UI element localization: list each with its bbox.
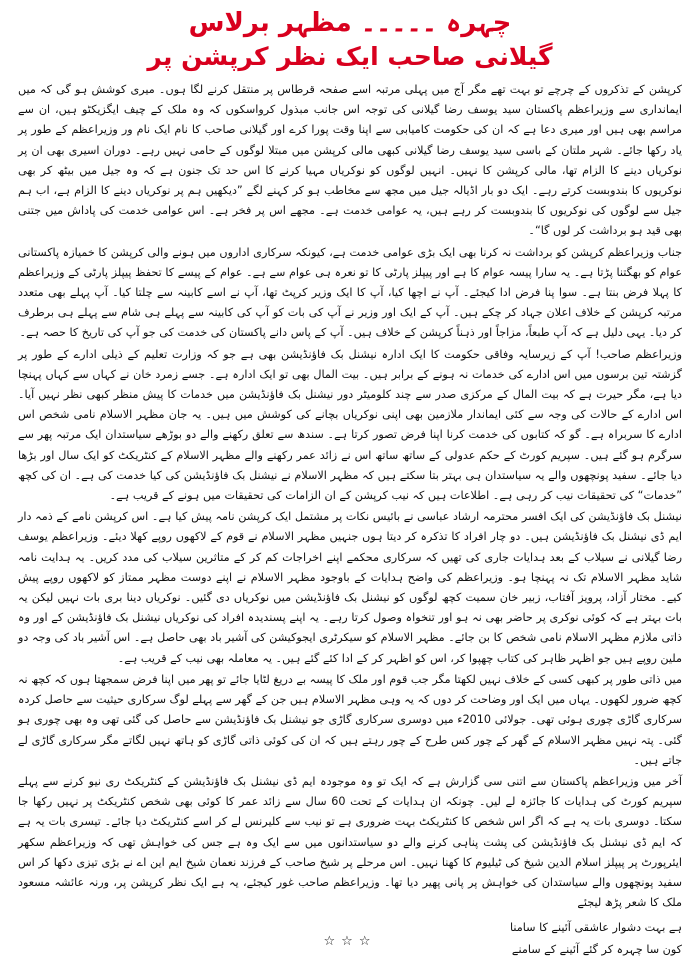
paragraph-2: جناب وزیراعظم کرپشن کو برداشت نہ کرنا بھی ایک بڑی عوامی خدمت ہے، کیونکہ سرکاری اداروں میں ہونے والی کرپشن کا خمیازہ پاکستانی عوام کو بھگتنا پڑتا ہے۔ یہ سارا پیسہ عوام کا ہے اور پیپلز پارٹی کا تو نعرہ ہی عوام سے ہے۔ عوام کے پیسے کا تحفظ پیپلز پارٹی کے وزیراعظم کا پہلا فرض بنتا ہے۔ سوا پنا فرض ادا کیجئے۔ آپ نے اچھا کیا، آپ کا ایک وزیر کرپٹ تھا، آپ نے اسے کابینہ سے چلتا کیا۔ آپ پہلے بھی متعدد مرتبہ کرپشن کے خلاف اعلان جہاد کر چکے ہیں۔ آپ کے ایک اور وزیر نے آپ کی بات کو آپ کی کابینہ سے پہلے ہی شام سے پہلے ہی برطرف کر دیا۔ یہی دلیل ہے کہ آپ طبعاً، مزاجاً اور ذہناً کرپشن کے خلاف ہیں۔ آپ کے پاس دانے پاکستان کی خدمت کی جو آپ کی تاریخ کا حصہ ہے۔ bbox=[18, 245, 682, 340]
paragraph-4: نیشنل بک فاؤنڈیشن کی ایک افسر محترمہ ارشاد عباسی نے بائیس نکات پر مشتمل ایک کرپشن نامہ پیش کیا ہے۔ اس کرپشن نامے کے ذمہ دار ایم ڈی نیشنل بک فاؤنڈیشن ہیں۔ دو چار افراد کا تذکرہ کر دیتا ہوں جنہیں مظہر الاسلام نے قوم کے لاکھوں روپے کھلا دیئے۔ وزیراعظم یوسف رضا گیلانی نے سیلاب کے بعد ہدایات جاری کی تھیں کہ سرکاری محکمے اپنے اخراجات کم کر کے متاثرین سیلاب کی مدد کریں۔ یہ ہدایت نامہ شاید مظہر الاسلام تک نہ پہنچا ہو۔ وزیراعظم کی واضح ہدایات کے باوجود مظہر الاسلام نے اپنے دوست مظہر ممتاز کو لاکھوں روپے پیش کیے۔ مختار آزاد، پرویز آفتاب، زبیر خان سمیت کچھ لوگوں کو نیشنل بک فاؤنڈیشن میں نوکریاں دی گئیں۔ نوکریاں دینا بری بات نہیں لیکن یہ بات بہتر ہے کہ کوئی نوکری پر حاضر بھی نہ ہو اور تنخواہ وصول کرتا رہے۔ یہ اپنے پسندیدہ افراد کی نوکریاں نیشنل بک فاؤنڈیشن کے اور وہ ذاتی ملازم مظہر الاسلام نامی شخص کا بن جائے۔ مظہر الاسلام کو سیکرٹری ایجوکیشن کی آشیر باد بھی حاصل ہے۔ اس آشیر باد کی وجہ دو ملین روپے ہیں جو اظہر ظاہر کی کتاب چھپوا کر، اس کو اظہر کر کے ادا کئے گئے ہیں۔ یہ معاملہ بھی نیب کے قریب ہے۔ bbox=[18, 510, 682, 665]
article-body bbox=[18, 80, 682, 913]
paragraph-1: کرپشن کے تذکروں کے چرچے تو بہت تھے مگر آج میں پہلی مرتبہ اسے صفحہ قرطاس پر منتقل کرنے لگا ہوں۔ میری کوشش ہو گی کہ میں ایمانداری سے وزیراعظم پاکستان سید یوسف رضا گیلانی کی توجہ اس جانب مبذول کرواسکوں کہ وہ ملک کے چیف ایگزیکٹو ہیں، ان سے مراسم بھی ہیں اور میری دعا ہے کہ ان کی حکومت کامیابی سے اپنا وقت پورا کرے اور گیلانی صاحب کا نام ایک نام ور وزیراعظم کے طور پر یاد رکھا جائے۔ شہر ملتان کے باسی سید یوسف رضا گیلانی کبھی مالی کرپشن میں مبتلا لوگوں کے حامی نہیں رہے۔ دوران اسیری بھی ان پر نوکریاں دینے کا الزام تھا، مالی کرپشن کا نہیں۔ انہیں لوگوں کو نوکریاں مہیا کرنے کا اس حد تک جنون ہے کہ وہ جیل میں بیٹھ کر بھی نوکریوں کا بندوبست کرتے رہے۔ ایک دو بار اڈیالہ جیل میں مجھ سے مخاطب ہو کر کہنے لگے ”دیکھیں ہم پر نوکریاں دینے کا الزام ہے، اب ہم جیل سے لوگوں کی نوکریوں کا بندوبست کر رہے ہیں، یہ عوامی خدمت ہے۔ مجھے اس پر فخر ہے۔ اس عوامی خدمت کی پاداش میں جتنی بھی قید ہو برداشت کر لوں گا“۔ bbox=[18, 83, 682, 238]
column-byline-title: چہرہ ۔۔۔۔۔ مظہر برلاس bbox=[188, 8, 512, 38]
paragraph-6: آخر میں وزیراعظم پاکستان سے اتنی سی گزارش ہے کہ ایک تو وہ موجودہ ایم ڈی نیشنل بک فاؤنڈیشن کے کنٹریکٹ ری نیو کرنے سے پہلے سپریم کورٹ کی ہدایات کا جائزہ لے لیں۔ چونکہ ان ہدایات کے تحت 60 سال سے زائد عمر کا کوئی بھی شخص کنٹریکٹ پر نہیں رکھا جا سکتا۔ دوسری بات یہ ہے کہ اگر اس شخص کا کنٹریکٹ بہت ضروری ہے تو نیب سے کلیرنس لے کر اسے کنٹریکٹ دیا جائے۔ تیسری بات یہ ہے کہ ایم ڈی نیشنل بک فاؤنڈیشن کی پشت پناہی کرنے والے دو سیاستدانوں میں سے ایک وہ ہے جس کی خواہش تھی کہ وزیراعظم سکھر ایئرپورٹ پر پیپلز اسلام الدین شیخ کی ٹیلیوم کا کھنا نہیں۔ اس مرحلے پر شیخ صاحب کے فرزند نعمان شیخ ایم این اے نے بڑی تیزی دکھا کر اس سفید پونچھوں والے سیاستدان کی خواہش پر پانی پھیر دیا تھا۔ وزیراعظم صاحب غور کیجئے، یہ ہے ایک نظر کرپشن پر، ورنہ عائشہ مسعود ملک کا شعر پڑھ لیجئے bbox=[18, 774, 682, 910]
article-header bbox=[18, 6, 682, 74]
paragraph-3: وزیراعظم صاحب! آپ کے زیرسایہ وفاقی حکومت کا ایک ادارہ نیشنل بک فاؤنڈیشن بھی ہے جو کہ وزارت تعلیم کے ذیلی ادارے کے طور پر گزشتہ تین برسوں میں اس ادارے کی خدمات نہ ہونے کے برابر ہیں۔ بیت المال بھی تو ایک ادارہ ہے۔ جسے زمرد خان نے کہاں سے کہاں پہنچا دیا ہے، مگر حیرت ہے کہ بیت المال کے مرکزی صدر سے چند کلومیٹر دور نیشنل بک فاؤنڈیشن میں خدمات کا پیش منظر کبھی نظر نہیں آیا۔ اس ادارے کے حالات کی وجہ سے کئی ایماندار ملازمین بھی اپنی نوکریاں بچانے کی کوشش میں ہیں۔ یہ جان مظہر الاسلام نامی شخص اس ادارے کا سربراہ ہے۔ گو کہ کتابوں کی خدمت کرنا اپنا فرض تصور کرتا ہے۔ سندھ سے تعلق رکھنے والے دو بوڑھے سیاستدان ایک مرتبہ پھر سے سرگرم ہو گئے ہیں۔ سپریم کورٹ کے حکم عدولی کے ساتھ ساتھ اس نے زائد عمر رکھنے والے مظہر الاسلام کے کنٹریکٹ کو ایک سال اور بڑھا دیا جائے۔ سفید پونچھوں والے یہ سیاستدان ہی بہتر بتا سکتے ہیں کہ مظہر الاسلام نے نیشنل بک فاؤنڈیشن کی کیا خدمت کی ہے۔ ان کی کچھ ”خدمات“ کی تحقیقات نیب کر رہی ہے۔ اطلاعات ہیں کہ نیب کرپشن کے ان الزامات کی تحقیقات میں ہونے کے قریب ہے۔ bbox=[18, 347, 682, 503]
paragraph-5: میں ذاتی طور پر کبھی کسی کے خلاف نہیں لکھتا مگر جب قوم اور ملک کا پیسہ بے دریغ لٹایا جائے تو پھر میں اپنا فرض سمجھتا ہوں کہ کچھ نہ کچھ ضرور لکھوں۔ یہاں میں ایک اور وضاحت کر دوں کہ یہ وہی مظہر الاسلام ہیں جن کے گھر سے پہلے لوگ سرکاری حیثیت سے حاصل کردہ سرکاری گاڑی چوری ہوئی تھی۔ جولائی 2010ء میں دوسری سرکاری گاڑی جو نیشنل بک فاؤنڈیشن سے حاصل کی گئی تھی وہ بھی چوری ہو گئی۔ پتہ نہیں مظہر الاسلام کے گھر کے چور کس طرح کے چور رہتے ہیں کہ ان کی کوئی ذاتی گاڑی کو ہاتھ نہیں لگاتے مگر سرکاری گاڑی لے جاتے ہیں۔ bbox=[18, 672, 682, 767]
article-headline: گیلانی صاحب ایک نظر کرپشن پر bbox=[147, 42, 553, 71]
verse-line-2: کون سا چہرہ کر گئے آئینے کے سامنے bbox=[511, 943, 682, 957]
closing-stars: ☆☆☆ bbox=[323, 934, 377, 949]
verse-line-1: ہے بہت دشوار عاشقی آئینے کا سامنا bbox=[509, 921, 682, 935]
